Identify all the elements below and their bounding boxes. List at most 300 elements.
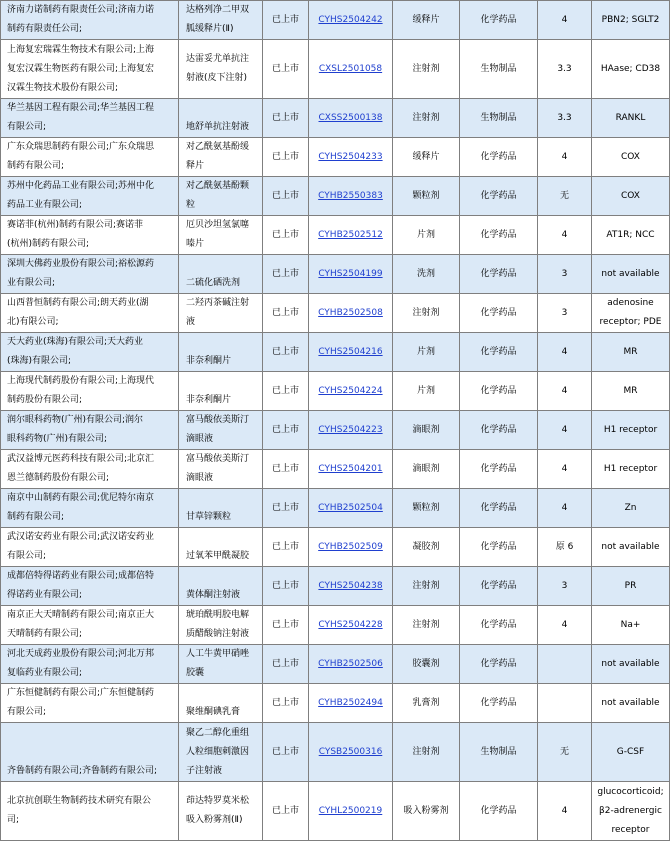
- acceptance-code-link[interactable]: CXSL2501058: [318, 63, 383, 74]
- company-cell-line: 苏州中化药品工业有限公司;苏州中化: [7, 181, 155, 191]
- drug-name-cell-line: 过氧苯甲酰凝胶: [186, 551, 250, 561]
- dosage-form-cell: 凝胶剂: [393, 528, 460, 567]
- target-cell: [592, 489, 670, 528]
- dosage-form-cell: 注射剂: [393, 294, 460, 333]
- registration-class-cell: 4: [538, 450, 592, 489]
- drug-category-cell: 化学药品: [460, 450, 538, 489]
- registration-class-cell: 3: [538, 294, 592, 333]
- acceptance-code-link[interactable]: CYHS2504199: [318, 268, 383, 279]
- target-cell: [592, 450, 670, 489]
- acceptance-code-cell: [309, 645, 393, 684]
- registration-class-cell: 4: [538, 138, 592, 177]
- company-cell: [1, 99, 179, 138]
- acceptance-code-link[interactable]: CYSB2500316: [318, 746, 383, 757]
- company-cell: [1, 138, 179, 177]
- company-cell-line: 南京正大天晴制药有限公司;南京正大: [7, 610, 155, 620]
- dosage-form-cell: 注射剂: [393, 567, 460, 606]
- drug-name-cell-line: 人工牛黄甲硝唑: [186, 649, 250, 659]
- acceptance-code-cell: [309, 255, 393, 294]
- table-body: [1, 1, 670, 841]
- drug-name-cell-line: 富马酸依美斯汀: [186, 454, 250, 464]
- registration-class-cell: 3.3: [538, 99, 592, 138]
- status-cell: 已上市: [263, 567, 309, 606]
- drug-name-cell: [179, 294, 263, 333]
- acceptance-code-link[interactable]: CYHS2504242: [318, 14, 383, 25]
- company-cell: [1, 411, 179, 450]
- status-cell: 已上市: [263, 40, 309, 99]
- drug-category-cell: 化学药品: [460, 216, 538, 255]
- status-cell: 已上市: [263, 489, 309, 528]
- registration-class-cell: 无: [538, 177, 592, 216]
- acceptance-code-cell: [309, 489, 393, 528]
- acceptance-code-cell: [309, 138, 393, 177]
- registration-class-cell: 4: [538, 216, 592, 255]
- drug-name-cell-line: [186, 333, 262, 352]
- drug-name-cell-line: [186, 489, 262, 508]
- dosage-form-cell: 注射剂: [393, 723, 460, 782]
- drug-name-cell: [179, 782, 263, 841]
- acceptance-code-link[interactable]: CYHL2500219: [318, 805, 383, 816]
- drug-name-cell: [179, 255, 263, 294]
- table-row: [1, 40, 670, 99]
- status-cell: 已上市: [263, 255, 309, 294]
- drug-name-cell-line: 厄贝沙坦氢氯噻: [186, 220, 250, 230]
- drug-name-cell-line: [186, 372, 262, 391]
- target-cell-line: MR: [623, 346, 638, 357]
- company-cell-line: (珠海)有限公司;: [7, 356, 72, 366]
- drug-name-cell: [179, 411, 263, 450]
- drug-category-cell: 化学药品: [460, 528, 538, 567]
- target-cell: [592, 528, 670, 567]
- dosage-form-cell: 缓释片: [393, 1, 460, 40]
- drug-name-cell-line: [186, 567, 262, 586]
- company-cell-line: 有限公司;: [7, 551, 47, 561]
- target-cell-line: PBN2; SGLT2: [601, 14, 660, 25]
- acceptance-code-link[interactable]: CYHB2502504: [318, 502, 383, 513]
- table-row: [1, 450, 670, 489]
- registration-class-cell: [538, 684, 592, 723]
- drug-name-cell: [179, 528, 263, 567]
- company-cell-line: 制药有限责任公司;: [7, 24, 83, 34]
- target-cell-line: PR: [624, 580, 637, 591]
- drug-name-cell-line: 滴眼液: [186, 434, 214, 444]
- acceptance-code-link[interactable]: CXSS2500138: [318, 112, 383, 123]
- table-row: [1, 372, 670, 411]
- target-cell-line: Na+: [620, 619, 641, 630]
- target-cell-line: β2-adrenergic: [599, 805, 662, 816]
- table-row: [1, 489, 670, 528]
- status-cell: 已上市: [263, 216, 309, 255]
- target-cell-line: not available: [601, 697, 660, 708]
- target-cell: [592, 216, 670, 255]
- drug-name-cell-line: 达格列净二甲双: [186, 5, 250, 15]
- target-cell-line: receptor; PDE: [599, 317, 662, 327]
- acceptance-code-link[interactable]: CYHS2504216: [318, 346, 383, 357]
- drug-name-cell: [179, 138, 263, 177]
- company-cell-line: 得诺药业有限公司;: [7, 590, 83, 600]
- company-cell: [1, 372, 179, 411]
- acceptance-code-link[interactable]: CYHS2504238: [318, 580, 383, 591]
- company-cell: [1, 489, 179, 528]
- company-cell-line: 广东恒健制药有限公司;广东恒健制药: [7, 688, 155, 698]
- drug-name-cell-line: 射液(皮下注射): [186, 73, 248, 83]
- dosage-form-cell: 片剂: [393, 216, 460, 255]
- registration-class-cell: 4: [538, 489, 592, 528]
- company-cell: [1, 567, 179, 606]
- drug-name-cell-line: 嗪片: [186, 239, 205, 249]
- company-cell-line: 上海现代制药股份有限公司;上海现代: [7, 376, 155, 386]
- company-cell: [1, 255, 179, 294]
- company-cell-line: 汉霖生物技术股份有限公司;: [7, 82, 119, 93]
- company-cell-line: 赛诺菲(杭州)制药有限公司;赛诺菲: [7, 220, 144, 230]
- acceptance-code-cell: [309, 567, 393, 606]
- table-row: [1, 333, 670, 372]
- drug-name-cell: [179, 177, 263, 216]
- acceptance-code-link[interactable]: CYHB2550383: [318, 190, 383, 201]
- drug-name-cell-line: 对乙酰氨基酚缓: [186, 142, 250, 152]
- drug-category-cell: 生物制品: [460, 723, 538, 782]
- drug-category-cell: 化学药品: [460, 684, 538, 723]
- drug-name-cell: [179, 645, 263, 684]
- status-cell: 已上市: [263, 333, 309, 372]
- drug-name-cell-line: 黄体酮注射液: [186, 590, 241, 600]
- status-cell: 已上市: [263, 1, 309, 40]
- table-row: [1, 645, 670, 684]
- target-cell: [592, 411, 670, 450]
- registration-class-cell: 3.3: [538, 40, 592, 99]
- acceptance-code-link[interactable]: CYHS2504228: [318, 619, 383, 630]
- acceptance-code-cell: [309, 723, 393, 782]
- company-cell: [1, 294, 179, 333]
- company-cell-line: 济南力诺制药有限责任公司;济南力诺: [7, 5, 155, 15]
- registration-class-cell: 3: [538, 255, 592, 294]
- target-cell: [592, 645, 670, 684]
- target-cell: [592, 372, 670, 411]
- drug-name-cell-line: 胶囊: [186, 668, 205, 678]
- company-cell-line: 齐鲁制药有限公司;齐鲁制药有限公司;: [7, 765, 158, 776]
- acceptance-code-link[interactable]: CYHS2504201: [318, 463, 383, 474]
- status-cell: 已上市: [263, 782, 309, 841]
- drug-name-cell-line: 甘草锌颗粒: [186, 512, 232, 522]
- company-cell-line: 制药有限公司;: [7, 512, 65, 522]
- acceptance-code-cell: [309, 333, 393, 372]
- drug-category-cell: 化学药品: [460, 255, 538, 294]
- acceptance-code-link[interactable]: CYHS2504233: [318, 151, 383, 162]
- drug-name-cell: [179, 489, 263, 528]
- status-cell: 已上市: [263, 450, 309, 489]
- status-cell: 已上市: [263, 294, 309, 333]
- drug-category-cell: 化学药品: [460, 1, 538, 40]
- company-cell: [1, 333, 179, 372]
- drug-name-cell-line: [186, 255, 262, 274]
- company-cell: [1, 1, 179, 40]
- company-cell-line: 北京抗创联生物制药技术研究有限公: [7, 796, 152, 806]
- acceptance-code-cell: [309, 40, 393, 99]
- drug-name-cell-line: 聚维酮碘乳膏: [186, 707, 241, 717]
- drug-name-cell: [179, 216, 263, 255]
- company-cell-line: 天大药业(珠海)有限公司;天大药业: [7, 337, 144, 347]
- drug-name-cell-line: 释片: [186, 161, 205, 171]
- target-cell: [592, 723, 670, 782]
- drug-name-cell: [179, 1, 263, 40]
- drug-name-cell: [179, 606, 263, 645]
- acceptance-code-cell: [309, 606, 393, 645]
- drug-name-cell-line: 聚乙二醇化重组: [186, 727, 250, 738]
- registration-class-cell: 3: [538, 567, 592, 606]
- company-cell-line: (杭州)制药有限公司;: [7, 239, 90, 249]
- target-cell-line: not available: [601, 268, 660, 279]
- acceptance-code-cell: [309, 177, 393, 216]
- company-cell: [1, 606, 179, 645]
- table-row: [1, 99, 670, 138]
- status-cell: 已上市: [263, 411, 309, 450]
- drug-name-cell: [179, 450, 263, 489]
- table-row: [1, 294, 670, 333]
- target-cell: [592, 138, 670, 177]
- company-cell: [1, 450, 179, 489]
- drug-name-cell: [179, 372, 263, 411]
- company-cell-line: 制药股份有限公司;: [7, 395, 83, 405]
- acceptance-code-cell: [309, 294, 393, 333]
- drug-name-cell-line: 茚达特罗莫米松: [186, 796, 250, 806]
- target-cell-line: COX: [621, 190, 640, 201]
- drug-name-cell: [179, 40, 263, 99]
- target-cell-line: adenosine: [607, 298, 654, 308]
- status-cell: 已上市: [263, 528, 309, 567]
- table-row: [1, 177, 670, 216]
- status-cell: 已上市: [263, 372, 309, 411]
- company-cell-line: 广东众瑞思制药有限公司;广东众瑞思: [7, 142, 155, 152]
- drug-name-cell-line: 达雷妥尤单抗注: [186, 54, 250, 64]
- drug-category-cell: 化学药品: [460, 372, 538, 411]
- company-cell-line: 药品工业有限公司;: [7, 200, 83, 210]
- drug-name-cell: [179, 723, 263, 782]
- drug-category-cell: 化学药品: [460, 489, 538, 528]
- registration-class-cell: 4: [538, 333, 592, 372]
- acceptance-code-link[interactable]: CYHB2502508: [318, 307, 383, 318]
- drug-category-cell: 生物制品: [460, 99, 538, 138]
- company-cell: [1, 684, 179, 723]
- company-cell-line: 武汉益博元医药科技有限公司;北京汇: [7, 454, 155, 464]
- dosage-form-cell: 滴眼剂: [393, 411, 460, 450]
- company-cell-line: 南京中山制药有限公司;优尼特尔南京: [7, 493, 155, 503]
- target-cell-line: H1 receptor: [603, 463, 658, 474]
- target-cell-line: not available: [601, 541, 660, 552]
- target-cell-line: RANKL: [615, 112, 646, 123]
- target-cell: [592, 606, 670, 645]
- target-cell: [592, 567, 670, 606]
- company-cell-line: 北)有限公司;: [7, 317, 59, 327]
- status-cell: 已上市: [263, 684, 309, 723]
- target-cell-line: not available: [601, 658, 660, 669]
- company-cell-line: 业有限公司;: [7, 278, 56, 288]
- registration-class-cell: 4: [538, 782, 592, 841]
- drug-name-cell-line: 非奈利酮片: [186, 356, 232, 366]
- status-cell: 已上市: [263, 138, 309, 177]
- drug-name-cell-line: 二羟丙茶碱注射: [186, 298, 250, 308]
- dosage-form-cell: 片剂: [393, 372, 460, 411]
- acceptance-code-link[interactable]: CYHB2502494: [318, 697, 383, 708]
- drug-category-cell: 化学药品: [460, 411, 538, 450]
- table-row: [1, 216, 670, 255]
- acceptance-code-cell: [309, 450, 393, 489]
- target-cell: [592, 1, 670, 40]
- dosage-form-cell: 注射剂: [393, 606, 460, 645]
- target-cell: [592, 782, 670, 841]
- dosage-form-cell: 乳膏剂: [393, 684, 460, 723]
- company-cell: [1, 40, 179, 99]
- drug-name-cell-line: [186, 99, 262, 118]
- acceptance-code-link[interactable]: CYHS2504224: [318, 385, 383, 396]
- table-row: [1, 138, 670, 177]
- company-cell-line: 制药有限公司;: [7, 161, 65, 171]
- target-cell: [592, 177, 670, 216]
- target-cell-line: glucocorticoid;: [597, 786, 664, 797]
- acceptance-code-cell: [309, 528, 393, 567]
- drug-category-cell: 化学药品: [460, 294, 538, 333]
- target-cell-line: G-CSF: [616, 746, 645, 757]
- drug-name-cell-line: 粒: [186, 200, 196, 210]
- company-cell-line: [7, 724, 175, 743]
- drug-name-cell-line: [186, 684, 262, 703]
- drug-name-cell-line: 质醋酸钠注射液: [186, 629, 250, 639]
- company-cell-line: 山西普恒制药有限公司;朗天药业(湖: [7, 298, 149, 308]
- registration-class-cell: [538, 645, 592, 684]
- company-cell-line: 恩兰德制药股份有限公司;: [7, 473, 110, 483]
- company-cell-line: 复临药业有限公司;: [7, 668, 83, 678]
- registration-class-cell: 无: [538, 723, 592, 782]
- status-cell: 已上市: [263, 645, 309, 684]
- table-row: [1, 606, 670, 645]
- company-cell: [1, 177, 179, 216]
- acceptance-code-cell: [309, 216, 393, 255]
- drug-category-cell: 化学药品: [460, 606, 538, 645]
- table-row: [1, 782, 670, 841]
- drug-category-cell: 化学药品: [460, 177, 538, 216]
- status-cell: 已上市: [263, 177, 309, 216]
- drug-name-cell: [179, 333, 263, 372]
- drug-name-cell: [179, 99, 263, 138]
- company-cell-line: 有限公司;: [7, 122, 47, 132]
- dosage-form-cell: 注射剂: [393, 40, 460, 99]
- company-cell-line: 深圳大佛药业股份有限公司;裕松源药: [7, 259, 155, 269]
- target-cell-line: Zn: [624, 502, 637, 513]
- drug-category-cell: 化学药品: [460, 138, 538, 177]
- acceptance-code-link[interactable]: CYHB2502509: [318, 541, 383, 552]
- target-cell-line: receptor: [611, 824, 650, 835]
- target-cell: [592, 294, 670, 333]
- company-cell-line: 司;: [7, 815, 20, 825]
- drug-name-cell-line: 吸入粉雾剂(Ⅱ): [186, 815, 243, 825]
- company-cell-line: 成都倍特得诺药业有限公司;成都倍特: [7, 571, 155, 581]
- registration-class-cell: 原 6: [538, 528, 592, 567]
- drug-name-cell-line: 富马酸依美斯汀: [186, 415, 250, 425]
- drug-name-cell-line: 子注射液: [186, 765, 223, 776]
- drug-name-cell-line: 地舒单抗注射液: [186, 122, 250, 132]
- drug-name-cell-line: 滴眼液: [186, 473, 214, 483]
- dosage-form-cell: 滴眼剂: [393, 450, 460, 489]
- registration-class-cell: 4: [538, 606, 592, 645]
- dosage-form-cell: 颗粒剂: [393, 177, 460, 216]
- status-cell: 已上市: [263, 99, 309, 138]
- table-row: [1, 1, 670, 40]
- drug-name-cell-line: 琥珀酰明胶电解: [186, 610, 250, 620]
- company-cell: [1, 723, 179, 782]
- drug-name-cell-line: 胍缓释片(Ⅱ): [186, 24, 234, 34]
- target-cell-line: MR: [623, 385, 638, 396]
- company-cell: [1, 528, 179, 567]
- status-cell: 已上市: [263, 606, 309, 645]
- acceptance-code-cell: [309, 372, 393, 411]
- acceptance-code-cell: [309, 684, 393, 723]
- target-cell-line: COX: [621, 151, 640, 162]
- drug-name-cell-line: 二硫化硒洗剂: [186, 278, 241, 288]
- dosage-form-cell: 吸入粉雾剂: [393, 782, 460, 841]
- target-cell: [592, 333, 670, 372]
- dosage-form-cell: 注射剂: [393, 99, 460, 138]
- acceptance-code-link[interactable]: CYHS2504223: [318, 424, 383, 435]
- drug-name-cell-line: 非奈利酮片: [186, 395, 232, 405]
- target-cell: [592, 684, 670, 723]
- drug-name-cell-line: 对乙酰氨基酚颗: [186, 181, 250, 191]
- registration-class-cell: 4: [538, 411, 592, 450]
- acceptance-code-cell: [309, 782, 393, 841]
- company-cell-line: 华兰基因工程有限公司;华兰基因工程: [7, 103, 155, 113]
- target-cell-line: H1 receptor: [603, 424, 658, 435]
- acceptance-code-link[interactable]: CYHB2502512: [318, 229, 383, 240]
- table-row: [1, 567, 670, 606]
- company-cell-line: [7, 743, 175, 762]
- drug-name-cell-line: [186, 528, 262, 547]
- target-cell: [592, 255, 670, 294]
- company-cell: [1, 216, 179, 255]
- acceptance-code-link[interactable]: CYHB2502506: [318, 658, 383, 669]
- company-cell: [1, 645, 179, 684]
- drug-category-cell: 化学药品: [460, 645, 538, 684]
- dosage-form-cell: 洗剂: [393, 255, 460, 294]
- registration-class-cell: 4: [538, 1, 592, 40]
- drug-category-cell: 生物制品: [460, 40, 538, 99]
- dosage-form-cell: 颗粒剂: [393, 489, 460, 528]
- dosage-form-cell: 胶囊剂: [393, 645, 460, 684]
- acceptance-code-cell: [309, 411, 393, 450]
- table-row: [1, 723, 670, 782]
- company-cell-line: 润尔眼科药物(广州)有限公司;润尔: [7, 415, 144, 425]
- table-row: [1, 411, 670, 450]
- acceptance-code-cell: [309, 1, 393, 40]
- target-cell: [592, 99, 670, 138]
- company-cell-line: 武汉诺安药业有限公司;武汉诺安药业: [7, 532, 155, 542]
- drug-category-cell: 化学药品: [460, 567, 538, 606]
- company-cell-line: 复宏汉霖生物医药有限公司;上海复宏: [7, 63, 155, 74]
- drug-name-cell-line: 人粒细胞刺激因: [186, 746, 250, 757]
- dosage-form-cell: 片剂: [393, 333, 460, 372]
- company-cell: [1, 782, 179, 841]
- company-cell-line: 河北天成药业股份有限公司;河北万邦: [7, 649, 155, 659]
- target-cell: [592, 40, 670, 99]
- company-cell-line: 有限公司;: [7, 707, 47, 717]
- table-row: [1, 528, 670, 567]
- company-cell-line: 眼科药物(广州)有限公司;: [7, 434, 108, 444]
- drug-name-cell-line: 液: [186, 317, 196, 327]
- registration-class-cell: 4: [538, 372, 592, 411]
- target-cell-line: HAase; CD38: [600, 63, 661, 74]
- dosage-form-cell: 缓释片: [393, 138, 460, 177]
- drug-category-cell: 化学药品: [460, 782, 538, 841]
- drug-name-cell: [179, 567, 263, 606]
- acceptance-code-cell: [309, 99, 393, 138]
- company-cell-line: 天晴制药有限公司;: [7, 629, 83, 639]
